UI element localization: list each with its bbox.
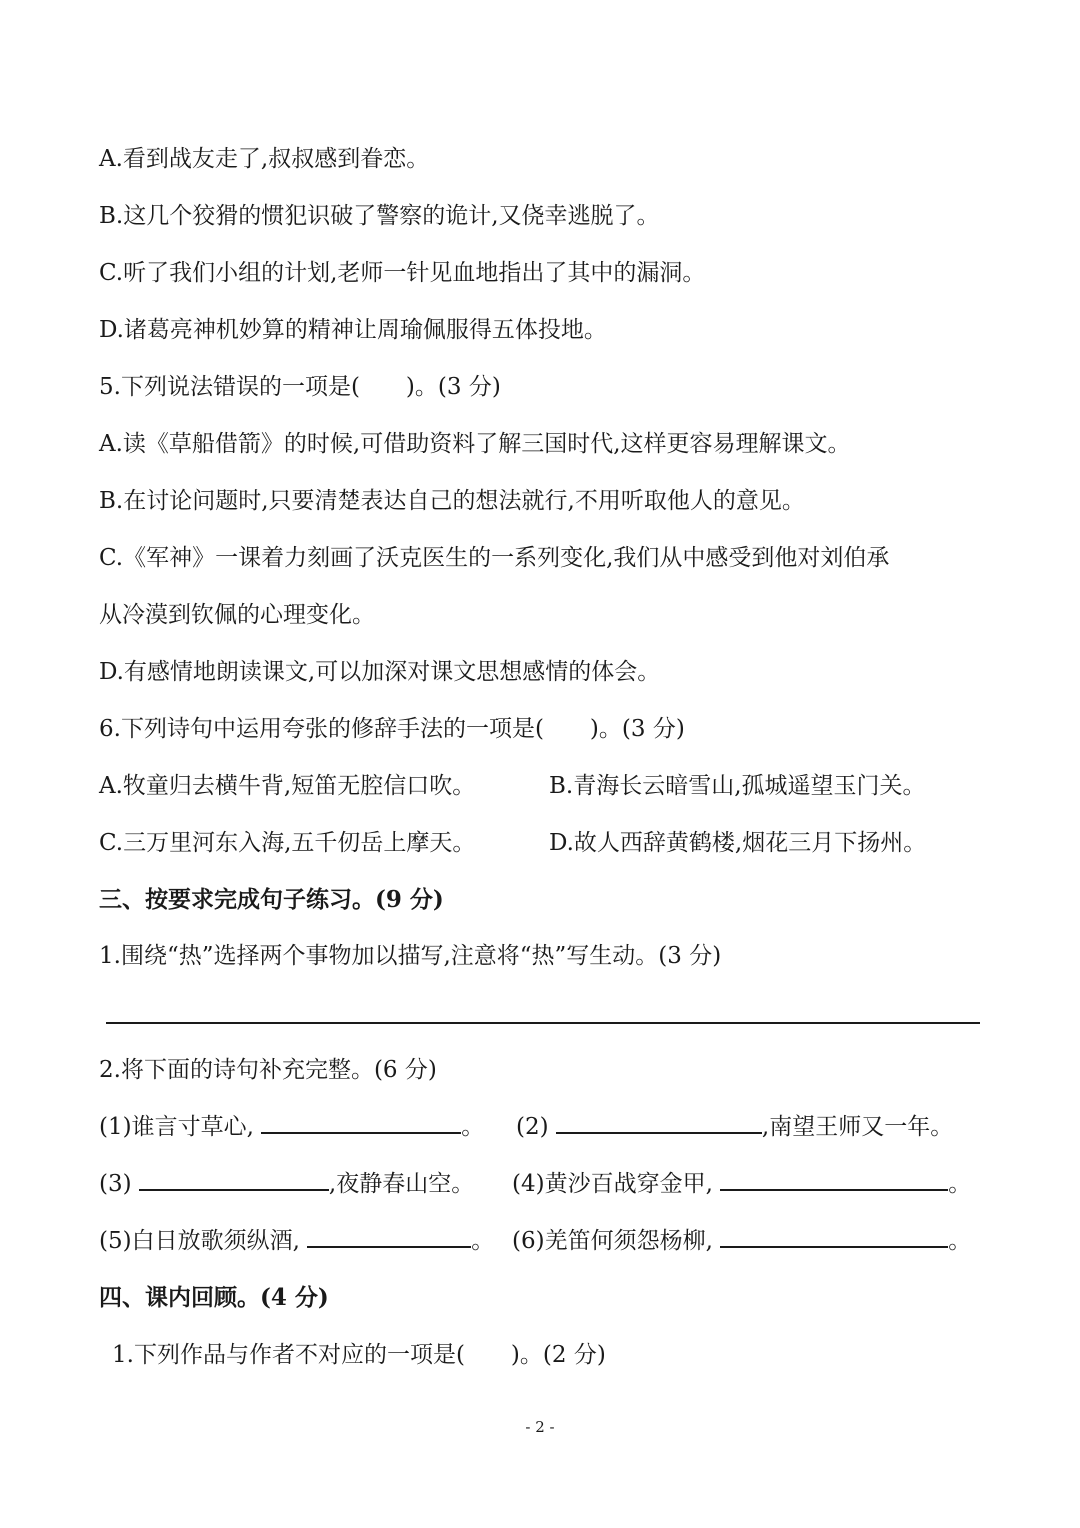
- q5-stem: [99, 372, 501, 402]
- q5-option-a: A.读《草船借箭》的时候,可借助资料了解三国时代,这样更容易理解课文。: [99, 431, 851, 457]
- poem-item-5: [99, 1226, 494, 1256]
- poem-item-2-end: ,南望王师又一年。: [761, 1114, 954, 1140]
- q4-option-b: B.这几个狡猾的惯犯识破了警察的诡计,又侥幸逃脱了。: [99, 203, 660, 229]
- poem-item-3-text: (3): [99, 1171, 132, 1197]
- poem-item-2-blank[interactable]: [556, 1112, 762, 1134]
- q5-option-b: B.在讨论问题时,只要清楚表达自己的想法就行,不用听取他人的意见。: [99, 488, 805, 514]
- q6-stem-post: )。(3 分): [589, 716, 685, 742]
- poem-item-3-end: ,夜静春山空。: [328, 1171, 475, 1197]
- poem-item-5-end: 。: [471, 1228, 495, 1254]
- section4-q1: [112, 1340, 606, 1370]
- poem-item-4: [512, 1169, 971, 1199]
- section4-q1-post: )。(2 分): [510, 1342, 606, 1368]
- poem-item-4-text: (4)黄沙百战穿金甲,: [512, 1171, 713, 1197]
- poem-item-2-text: (2): [516, 1114, 549, 1140]
- q5-option-d: D.有感情地朗读课文,可以加深对课文思想感情的体会。: [99, 659, 661, 685]
- poem-item-6-blank[interactable]: [720, 1226, 948, 1248]
- poem-item-1-end: 。: [461, 1114, 485, 1140]
- poem-item-1-text: (1)谁言寸草心,: [99, 1114, 254, 1140]
- poem-item-1: [99, 1112, 484, 1142]
- q6-option-a: A.牧童归去横牛背,短笛无腔信口吹。: [99, 773, 476, 799]
- poem-item-3: [99, 1169, 474, 1199]
- poem-item-6: [512, 1226, 971, 1256]
- q5-stem-pre: 5.下列说法错误的一项是(: [99, 374, 360, 400]
- poem-item-5-text: (5)白日放歌须纵酒,: [99, 1228, 300, 1254]
- section3-q1: 1.围绕“热”选择两个事物加以描写,注意将“热”写生动。(3 分): [99, 943, 722, 969]
- q6-option-b: B.青海长云暗雪山,孤城遥望玉门关。: [549, 773, 926, 799]
- poem-item-6-end: 。: [948, 1228, 972, 1254]
- q4-option-d: D.诸葛亮神机妙算的精神让周瑜佩服得五体投地。: [99, 317, 607, 343]
- section3-title: 三、按要求完成句子练习。(9 分): [99, 886, 444, 913]
- poem-item-2: [516, 1112, 953, 1142]
- section3-q1-answer-line[interactable]: [106, 1022, 980, 1024]
- q6-option-c: C.三万里河东入海,五千仞岳上摩天。: [99, 830, 476, 856]
- q5-stem-post: )。(3 分): [405, 374, 501, 400]
- page-number: - 2 -: [525, 1418, 555, 1436]
- poem-item-4-blank[interactable]: [720, 1169, 948, 1191]
- poem-item-5-blank[interactable]: [307, 1226, 471, 1248]
- q4-option-a: A.看到战友走了,叔叔感到眷恋。: [99, 146, 430, 172]
- q5-option-c-line2: 从冷漠到钦佩的心理变化。: [99, 602, 375, 628]
- section4-q1-pre: 1.下列作品与作者不对应的一项是(: [112, 1342, 465, 1368]
- q5-option-c-line1: C.《军神》一课着力刻画了沃克医生的一系列变化,我们从中感受到他对刘伯承: [99, 545, 890, 571]
- poem-item-4-end: 。: [948, 1171, 972, 1197]
- poem-item-1-blank[interactable]: [261, 1112, 461, 1134]
- q6-stem-pre: 6.下列诗句中运用夸张的修辞手法的一项是(: [99, 716, 544, 742]
- q6-stem: [99, 714, 685, 744]
- poem-item-3-blank[interactable]: [139, 1169, 329, 1191]
- poem-item-6-text: (6)羌笛何须怨杨柳,: [512, 1228, 713, 1254]
- section3-q2: 2.将下面的诗句补充完整。(6 分): [99, 1057, 437, 1083]
- section4-title: 四、课内回顾。(4 分): [99, 1284, 329, 1311]
- q4-option-c: C.听了我们小组的计划,老师一针见血地指出了其中的漏洞。: [99, 260, 706, 286]
- q6-option-d: D.故人西辞黄鹤楼,烟花三月下扬州。: [549, 830, 927, 856]
